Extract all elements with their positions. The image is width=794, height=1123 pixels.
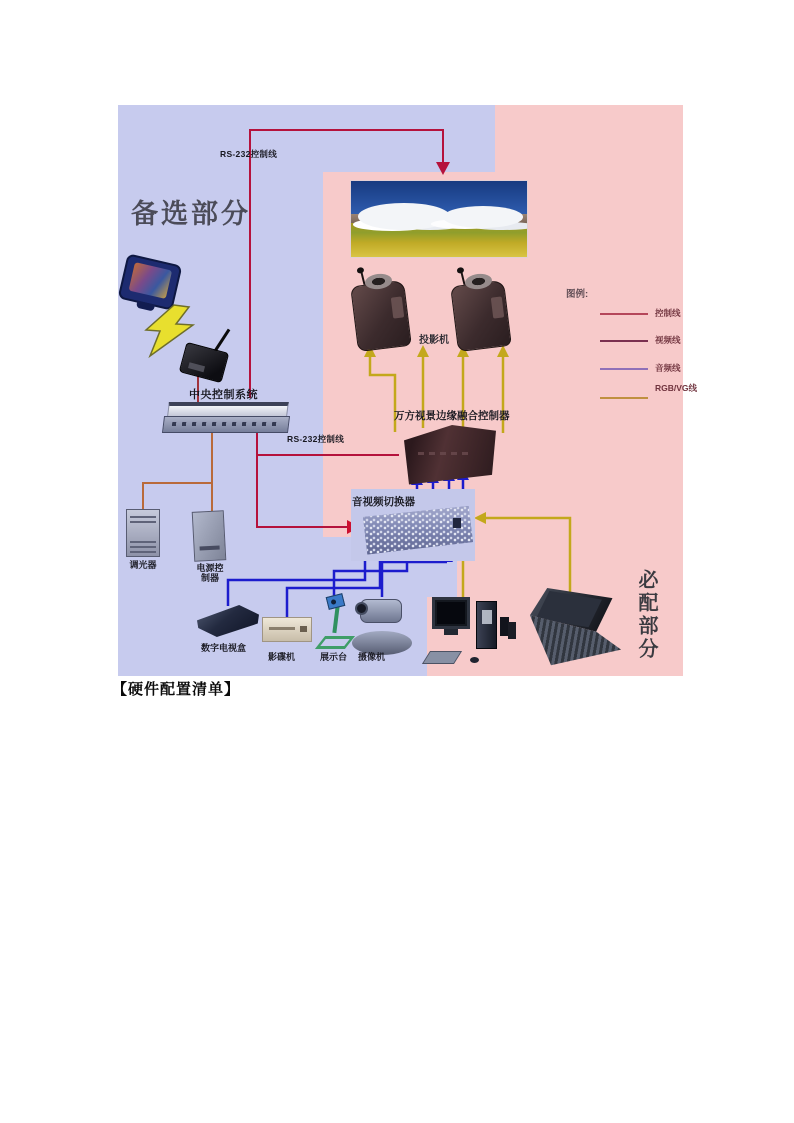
dimmer-image xyxy=(126,509,160,557)
legend-line-control xyxy=(600,313,648,315)
legend-title: 图例: xyxy=(566,289,589,300)
camera-lens xyxy=(355,602,368,615)
central-control-image xyxy=(162,416,290,433)
projector-image xyxy=(452,271,512,351)
legend-line-rgb xyxy=(600,397,648,399)
legend-line-video xyxy=(600,340,648,342)
power-controller-label: 电源控 制器 xyxy=(196,563,224,583)
dimmer-label: 调光器 xyxy=(129,560,157,570)
pc-monitor xyxy=(432,597,470,629)
digital-tv-box-label: 数字电视盒 xyxy=(201,643,247,653)
projector-label-patch xyxy=(391,296,404,318)
dvd-player-image xyxy=(262,617,312,642)
cloud-shape xyxy=(358,203,450,230)
screen-sky xyxy=(351,181,527,214)
visual-presenter-label: 展示台 xyxy=(320,652,348,662)
optional-region-label: 备选部分 xyxy=(131,199,251,229)
projector-label: 投影机 xyxy=(419,335,449,346)
video-camera-label: 摄像机 xyxy=(358,652,386,662)
pc-keyboard xyxy=(422,651,462,664)
central-control-image xyxy=(167,402,289,416)
cloud-shape xyxy=(443,206,524,228)
legend-line-audio xyxy=(600,368,648,370)
projector-label-patch xyxy=(491,296,504,318)
system-diagram-image xyxy=(118,105,698,676)
wireless-receiver-image xyxy=(182,335,232,381)
dvd-player-label: 影碟机 xyxy=(268,652,296,662)
visual-presenter-image xyxy=(318,595,354,651)
presenter-arm xyxy=(332,606,339,633)
hardware-list-caption: 【硬件配置清单】 xyxy=(112,682,241,698)
laptop-image xyxy=(528,588,624,666)
pc-mouse xyxy=(470,657,479,663)
desktop-pc-image xyxy=(426,595,516,669)
rs232-top-label: RS-232控制线 xyxy=(220,149,278,159)
legend-item-label: RGB/VG线 xyxy=(655,383,698,393)
projection-screen-image xyxy=(350,180,528,258)
legend-item-label: 控制线 xyxy=(655,308,681,318)
presenter-camera-head xyxy=(326,593,346,610)
required-region-label: 必配部分 xyxy=(635,569,657,661)
legend-item-label: 音频线 xyxy=(655,363,681,373)
receiver-body xyxy=(179,342,230,383)
pc-tower xyxy=(476,601,497,649)
presenter-base xyxy=(315,636,355,649)
legend-item-label: 视频线 xyxy=(655,335,681,345)
screen-field xyxy=(351,223,527,257)
video-camera-image xyxy=(352,597,414,655)
central-control-label: 中央控制系统 xyxy=(189,389,258,401)
projector-image xyxy=(352,271,412,351)
pc-speaker xyxy=(508,622,516,639)
rs232-mid-label: RS-232控制线 xyxy=(287,434,345,444)
pc-monitor-stand xyxy=(444,629,458,635)
edge-blender-label: 万方视景边缘融合控制器 xyxy=(394,410,510,422)
av-switcher-label: 音视频切换器 xyxy=(352,496,415,508)
power-controller-image xyxy=(192,510,227,562)
